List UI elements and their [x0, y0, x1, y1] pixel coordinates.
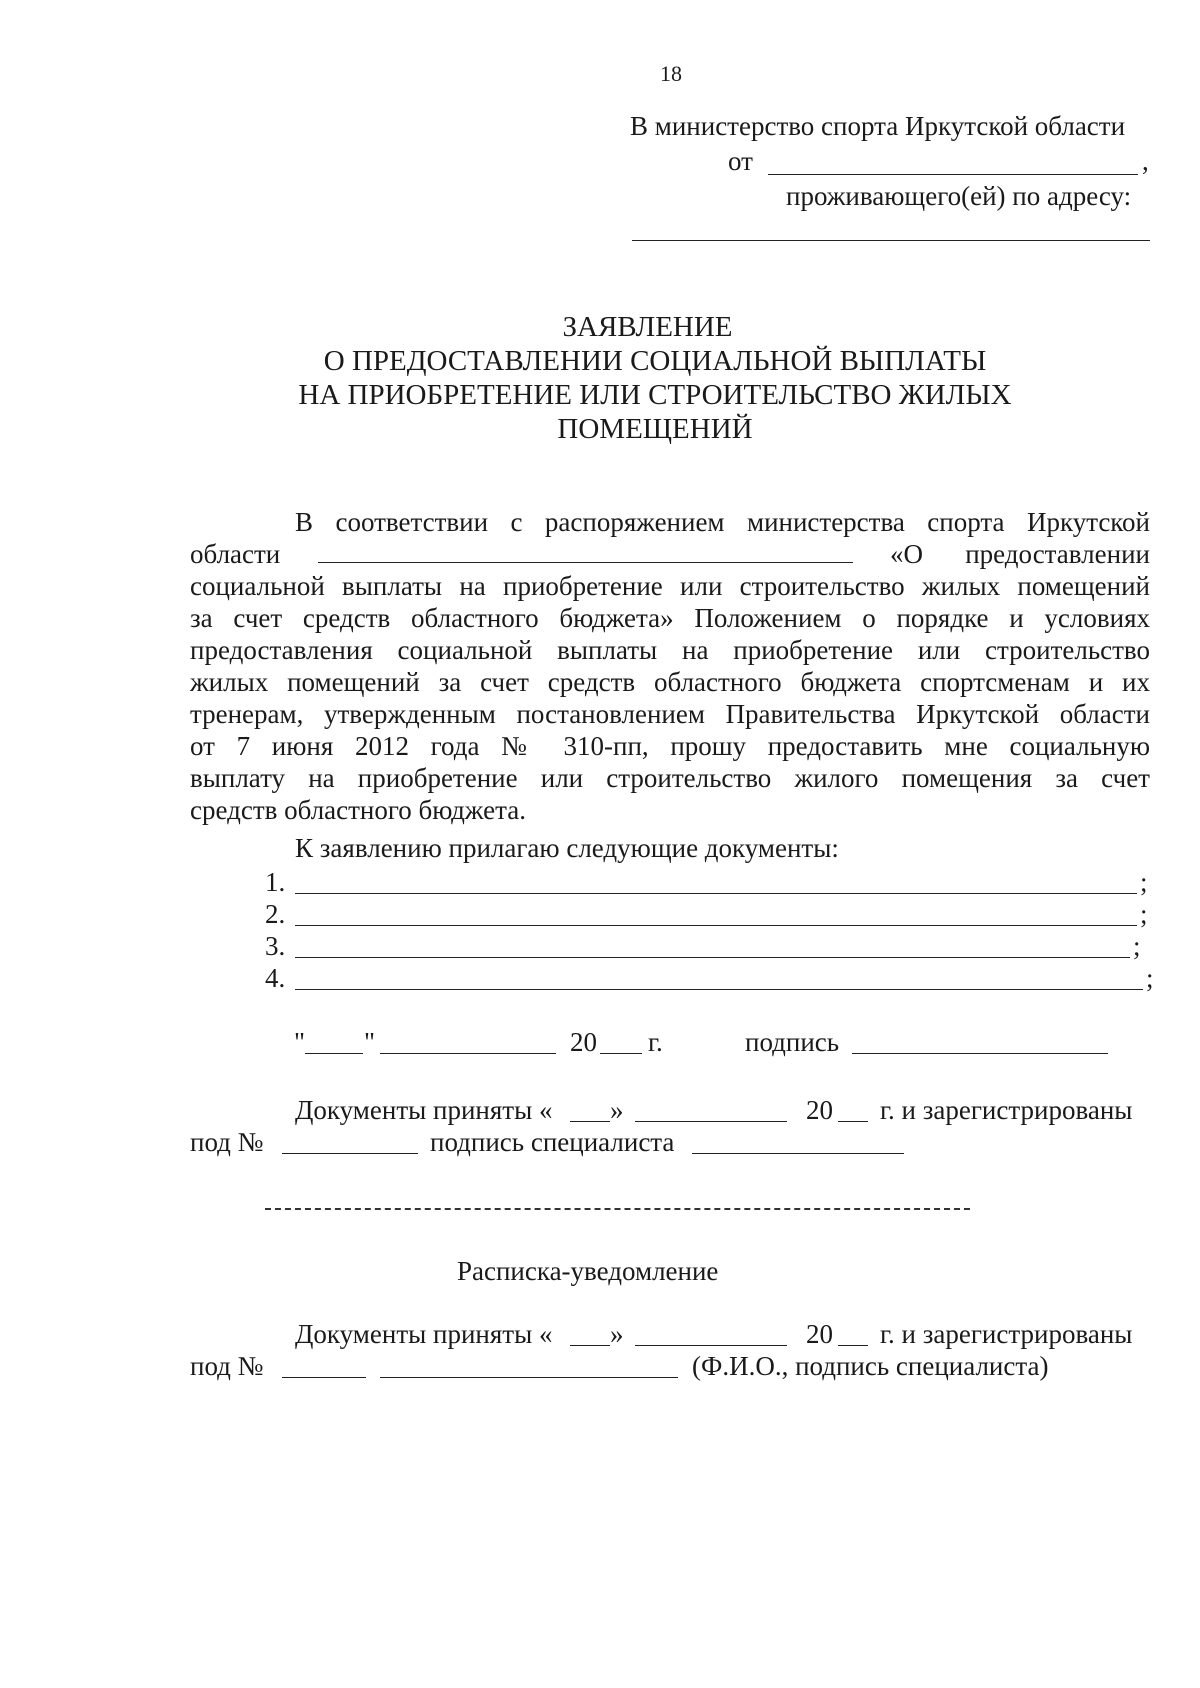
receipt-text-close: »	[610, 1319, 624, 1349]
body-line-10: средств областного бюджета.	[190, 795, 526, 825]
receipt-reg-label: под №	[190, 1351, 264, 1381]
attachment-item-1-blank[interactable]	[295, 893, 1137, 894]
attachment-item-4-number: 4.	[265, 963, 286, 993]
accepted-specialist-label: подпись специалиста	[430, 1127, 675, 1157]
attachment-item-4-blank[interactable]	[295, 989, 1143, 990]
body-line-3: социальной выплаты на приобретение или строительство жилых помещений	[190, 571, 1150, 601]
accepted-reg-number-blank[interactable]	[282, 1153, 418, 1154]
receipt-reg-number-blank[interactable]	[282, 1377, 366, 1378]
attachment-item-2-blank[interactable]	[295, 925, 1137, 926]
accepted-year-prefix: 20	[806, 1095, 833, 1125]
page-number: 18	[660, 61, 682, 86]
body-line-9: выплату на приобретение или строительство жилого помещения за счет	[190, 763, 1150, 793]
attachment-item-4-end: ;	[1146, 963, 1154, 993]
attachments-intro: К заявлению прилагаю следующие документы:	[295, 833, 839, 863]
body-paragraph	[190, 506, 1150, 826]
date-year-suffix: г.	[648, 1027, 663, 1057]
body-line-7: тренерам, утвержденным постановлением Правительства Иркутской области	[190, 699, 1150, 729]
date-day-blank[interactable]	[305, 1053, 363, 1054]
body-line-2-end: «О предоставлении	[889, 539, 1150, 569]
recipient-line: В министерство спорта Иркутской области	[630, 111, 1126, 141]
attachment-item-2-number: 2.	[265, 899, 286, 929]
title-line-1: ЗАЯВЛЕНИЕ	[562, 311, 733, 343]
receipt-text-end: г. и зарегистрированы	[880, 1319, 1133, 1349]
body-line-8: от 7 июня 2012 года № 310-пп, прошу предоставить мне социальную	[190, 731, 1150, 761]
accepted-month-blank[interactable]	[635, 1121, 787, 1122]
document-title	[0, 310, 1200, 446]
attachment-item-1-end: ;	[1140, 867, 1148, 897]
title-line-3: НА ПРИОБРЕТЕНИЕ ИЛИ СТРОИТЕЛЬСТВО ЖИЛЫХ	[298, 379, 1012, 411]
from-blank[interactable]	[768, 174, 1138, 175]
receipt-specialist-blank[interactable]	[380, 1377, 678, 1378]
from-label: от	[728, 146, 753, 176]
attachment-item-3-number: 3.	[265, 931, 286, 961]
attachment-item-1-number: 1.	[265, 867, 286, 897]
cut-line-divider	[265, 1208, 970, 1210]
attachment-item-3-blank[interactable]	[295, 957, 1130, 958]
body-line-6: жилых помещений за счет средств областного бюджета спортсменам и их	[190, 667, 1150, 697]
receipt-title: Расписка-уведомление	[457, 1256, 719, 1286]
title-line-4: ПОМЕЩЕНИЙ	[557, 413, 753, 445]
signature-blank[interactable]	[852, 1053, 1108, 1054]
date-quote-open: "	[294, 1027, 306, 1057]
signature-label: подпись	[745, 1027, 840, 1057]
attachment-item-2-end: ;	[1140, 899, 1148, 929]
body-line-2-start: области	[190, 539, 281, 569]
receipt-text-start: Документы приняты «	[295, 1319, 553, 1349]
accepted-text-start: Документы приняты «	[295, 1095, 553, 1125]
accepted-text-end: г. и зарегистрированы	[880, 1095, 1133, 1125]
accepted-day-blank[interactable]	[570, 1121, 610, 1122]
receipt-specialist-label: (Ф.И.О., подпись специалиста)	[692, 1351, 1049, 1381]
order-number-blank[interactable]	[318, 538, 853, 563]
receipt-year-prefix: 20	[806, 1319, 833, 1349]
accepted-text-close: »	[610, 1095, 624, 1125]
address-label: проживающего(ей) по адресу:	[786, 181, 1132, 211]
body-line-1: В соответствии с распоряжением министерства спорта Иркутской	[295, 507, 1150, 537]
receipt-year-blank[interactable]	[838, 1345, 868, 1346]
title-line-2: О ПРЕДОСТАВЛЕНИИ СОЦИАЛЬНОЙ ВЫПЛАТЫ	[323, 345, 987, 377]
date-month-blank[interactable]	[380, 1053, 556, 1054]
from-trailing: ,	[1142, 146, 1149, 176]
date-year-prefix: 20	[570, 1027, 597, 1057]
accepted-reg-label: под №	[190, 1127, 264, 1157]
body-line-2	[190, 538, 1150, 570]
body-line-5: предоставления социальной выплаты на приобретение или строительство	[190, 635, 1150, 665]
accepted-year-blank[interactable]	[838, 1121, 868, 1122]
date-quote-close: "	[364, 1027, 376, 1057]
address-blank[interactable]	[632, 240, 1150, 241]
accepted-specialist-blank[interactable]	[692, 1153, 904, 1154]
receipt-month-blank[interactable]	[635, 1345, 787, 1346]
body-line-4: за счет средств областного бюджета» Положением о порядке и условиях	[190, 603, 1150, 633]
receipt-day-blank[interactable]	[570, 1345, 610, 1346]
attachment-item-3-end: ;	[1133, 931, 1141, 961]
date-year-blank[interactable]	[600, 1053, 642, 1054]
